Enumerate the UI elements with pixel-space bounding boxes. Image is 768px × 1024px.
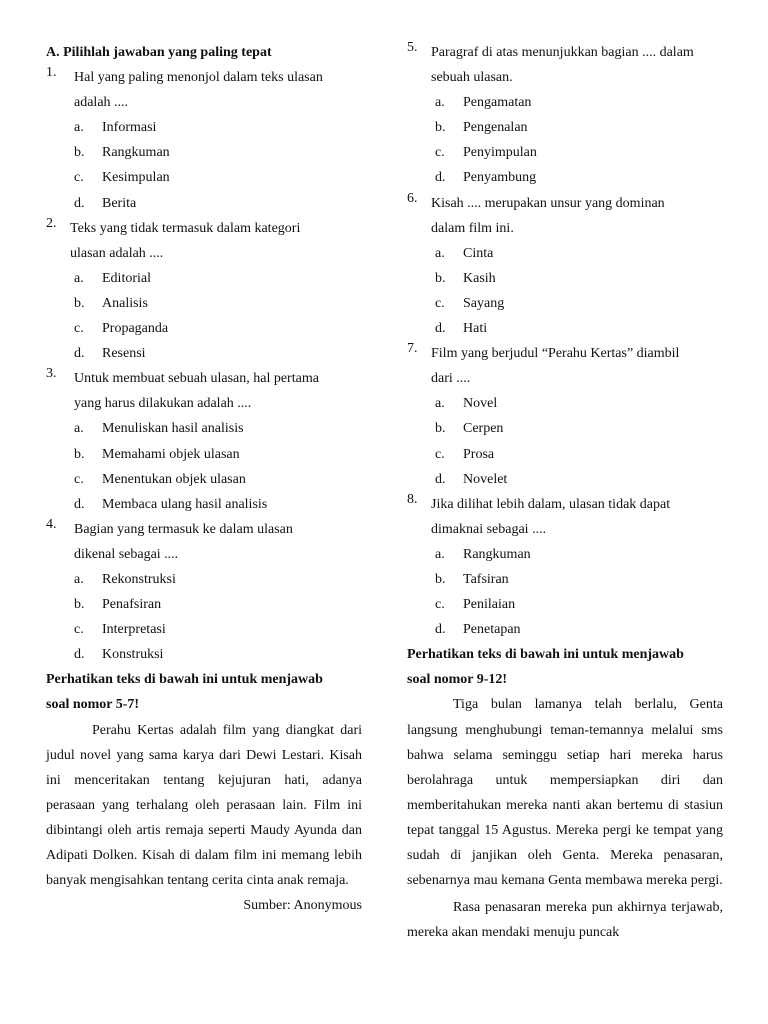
option-letter: a.: [435, 245, 445, 261]
option-text: Penyimpulan: [463, 145, 537, 161]
option-text: Kesimpulan: [102, 170, 170, 186]
option-text: Menentukan objek ulasan: [102, 471, 246, 487]
option-text: Membaca ulang hasil analisis: [102, 496, 268, 512]
option-letter: d.: [435, 471, 446, 487]
option-text: Hati: [463, 321, 488, 337]
instruction-text: soal nomor 5-7!: [46, 697, 140, 713]
option-item[interactable]: [46, 165, 362, 190]
question-text: dari ....: [431, 371, 471, 387]
question-2: [46, 216, 362, 266]
question-text: Hal yang paling menonjol dalam teks ulasan: [74, 70, 323, 86]
option-text: Penilaian: [463, 597, 516, 613]
option-letter: b.: [74, 597, 85, 613]
option-letter: a.: [435, 396, 445, 412]
option-item[interactable]: [407, 115, 723, 140]
option-item[interactable]: [46, 442, 362, 467]
question-5: [407, 40, 723, 90]
question-4: [46, 517, 362, 567]
option-letter: b.: [435, 120, 446, 136]
option-item[interactable]: [407, 291, 723, 316]
option-item[interactable]: [407, 140, 723, 165]
option-letter: b.: [74, 446, 85, 462]
option-text: Analisis: [102, 295, 148, 311]
question-number: 7.: [407, 341, 418, 357]
question-text: dalam film ini.: [431, 220, 514, 236]
question-number: 4.: [46, 516, 57, 532]
question-number: 1.: [46, 65, 57, 81]
option-text: Konstruksi: [102, 647, 164, 663]
option-text: Cinta: [463, 245, 494, 261]
option-item[interactable]: [407, 442, 723, 467]
question-text: Untuk membuat sebuah ulasan, hal pertama: [74, 371, 319, 387]
option-letter: c.: [435, 597, 445, 613]
option-letter: d.: [74, 496, 85, 512]
option-item[interactable]: [46, 191, 362, 216]
option-letter: d.: [435, 321, 446, 337]
question-7: [407, 341, 723, 391]
option-letter: a.: [74, 421, 84, 437]
question-text: Teks yang tidak termasuk dalam kategori: [70, 220, 301, 236]
question-text: adalah ....: [74, 95, 129, 111]
option-text: Resensi: [102, 346, 146, 362]
option-letter: d.: [74, 195, 85, 211]
question-number: 2.: [46, 215, 57, 231]
option-letter: c.: [74, 170, 84, 186]
option-letter: d.: [435, 170, 446, 186]
question-8: [407, 492, 723, 542]
option-text: Penetapan: [463, 622, 521, 638]
option-item[interactable]: [407, 90, 723, 115]
option-letter: b.: [435, 421, 446, 437]
option-letter: c.: [74, 321, 84, 337]
option-item[interactable]: [407, 467, 723, 492]
question-text: dimaknai sebagai ....: [431, 521, 547, 537]
section-title: A. Pilihlah jawaban yang paling tepat: [46, 45, 272, 60]
right-column: [407, 40, 723, 945]
question-6: [407, 191, 723, 241]
option-item[interactable]: [407, 567, 723, 592]
option-text: Memahami objek ulasan: [102, 446, 240, 462]
question-text: Kisah .... merupakan unsur yang dominan: [431, 195, 665, 211]
option-letter: a.: [74, 120, 84, 136]
option-letter: d.: [74, 647, 85, 663]
option-item[interactable]: [46, 266, 362, 291]
passage-paragraph: Rasa penasaran mereka pun akhirnya terjawab, mereka akan mendaki menuju puncak: [407, 900, 723, 941]
option-text: Editorial: [102, 270, 151, 286]
option-text: Penyambung: [463, 170, 537, 186]
question-3: [46, 366, 362, 416]
option-letter: d.: [74, 346, 85, 362]
option-item[interactable]: [46, 291, 362, 316]
option-letter: b.: [435, 270, 446, 286]
option-text: Rekonstruksi: [102, 571, 176, 587]
option-letter: a.: [74, 571, 84, 587]
option-text: Interpretasi: [102, 622, 166, 638]
question-number: 3.: [46, 366, 57, 382]
option-letter: c.: [435, 295, 445, 311]
passage-paragraph: Tiga bulan lamanya telah berlalu, Genta langsung menghubungi teman-temannya melalui sms bahwa selama seminggu setiap hari mereka harus berolahraga untuk mempersiapkan diri dan memberitahukan mereka nanti akan bertemu di stasiun tepat tanggal 15 Agustus. Mereka pergi ke tempat yang sudah di janjikan oleh Genta. Mereka penasaran, sebenarnya mau kemana Genta membawa mereka pergi.: [407, 697, 723, 889]
question-text: yang harus dilakukan adalah ....: [74, 396, 252, 412]
question-text: Jika dilihat lebih dalam, ulasan tidak dapat: [431, 496, 671, 512]
option-text: Cerpen: [463, 421, 504, 437]
option-item[interactable]: [46, 115, 362, 140]
option-letter: b.: [74, 145, 85, 161]
option-text: Novelet: [463, 471, 508, 487]
option-item[interactable]: [46, 416, 362, 441]
option-item[interactable]: [407, 316, 723, 341]
option-item[interactable]: [407, 165, 723, 190]
option-item[interactable]: [46, 467, 362, 492]
option-text: Rangkuman: [102, 145, 170, 161]
option-item[interactable]: [46, 592, 362, 617]
option-text: Penafsiran: [102, 597, 162, 613]
option-letter: b.: [435, 571, 446, 587]
option-item[interactable]: [46, 617, 362, 642]
option-item[interactable]: [46, 140, 362, 165]
option-item[interactable]: [407, 391, 723, 416]
instruction-text: Perhatikan teks di bawah ini untuk menjawab: [407, 647, 684, 663]
question-1: [46, 65, 362, 115]
option-letter: d.: [435, 622, 446, 638]
option-item[interactable]: [407, 542, 723, 567]
passage-source: Sumber: Anonymous: [243, 898, 362, 914]
option-letter: c.: [435, 145, 445, 161]
option-text: Pengenalan: [463, 120, 528, 136]
option-letter: a.: [435, 546, 445, 562]
option-letter: a.: [435, 95, 445, 111]
option-item[interactable]: [407, 592, 723, 617]
option-item[interactable]: [46, 492, 362, 517]
option-item[interactable]: [407, 617, 723, 642]
option-item[interactable]: [46, 567, 362, 592]
question-text: Bagian yang termasuk ke dalam ulasan: [74, 521, 293, 537]
option-text: Prosa: [463, 446, 495, 462]
instruction-text: soal nomor 9-12!: [407, 672, 508, 688]
option-text: Berita: [102, 195, 137, 211]
option-text: Propaganda: [102, 321, 169, 337]
question-text: Film yang berjudul “Perahu Kertas” diambil: [431, 346, 680, 362]
option-text: Rangkuman: [463, 546, 531, 562]
option-item[interactable]: [407, 416, 723, 441]
question-number: 6.: [407, 190, 418, 206]
option-letter: c.: [435, 446, 445, 462]
option-item[interactable]: [46, 341, 362, 366]
question-text: Paragraf di atas menunjukkan bagian .... dalam: [431, 45, 694, 60]
option-text: Kasih: [463, 270, 496, 286]
left-column: [46, 40, 362, 918]
passage-paragraph: Perahu Kertas adalah film yang diangkat dari judul novel yang sama karya dari Dewi Lestari. Kisah ini menceritakan tentang kejujuran hati, adanya perasaan yang terhalang oleh perasaan lain. Film ini dibintangi oleh artis remaja seperti Maudy Ayunda dan Adipati Dolken. Kisah di dalam film ini memang lebih banyak mengisahkan tentang cerita cinta anak remaja.: [46, 722, 362, 889]
option-letter: c.: [74, 622, 84, 638]
option-text: Menuliskan hasil analisis: [102, 421, 244, 437]
option-text: Tafsiran: [463, 571, 509, 587]
option-item[interactable]: [407, 241, 723, 266]
option-text: Sayang: [463, 295, 505, 311]
option-letter: a.: [74, 270, 84, 286]
question-number: 8.: [407, 491, 418, 507]
option-letter: b.: [74, 295, 85, 311]
option-item[interactable]: [46, 642, 362, 667]
instruction-text: Perhatikan teks di bawah ini untuk menjawab: [46, 672, 323, 688]
option-item[interactable]: [46, 316, 362, 341]
option-letter: c.: [74, 471, 84, 487]
option-item[interactable]: [407, 266, 723, 291]
option-text: Novel: [463, 396, 498, 412]
question-text: sebuah ulasan.: [431, 70, 513, 86]
option-text: Pengamatan: [463, 95, 532, 111]
question-text: ulasan adalah ....: [70, 245, 164, 261]
question-number: 5.: [407, 40, 418, 55]
option-text: Informasi: [102, 120, 157, 136]
question-text: dikenal sebagai ....: [74, 546, 179, 562]
